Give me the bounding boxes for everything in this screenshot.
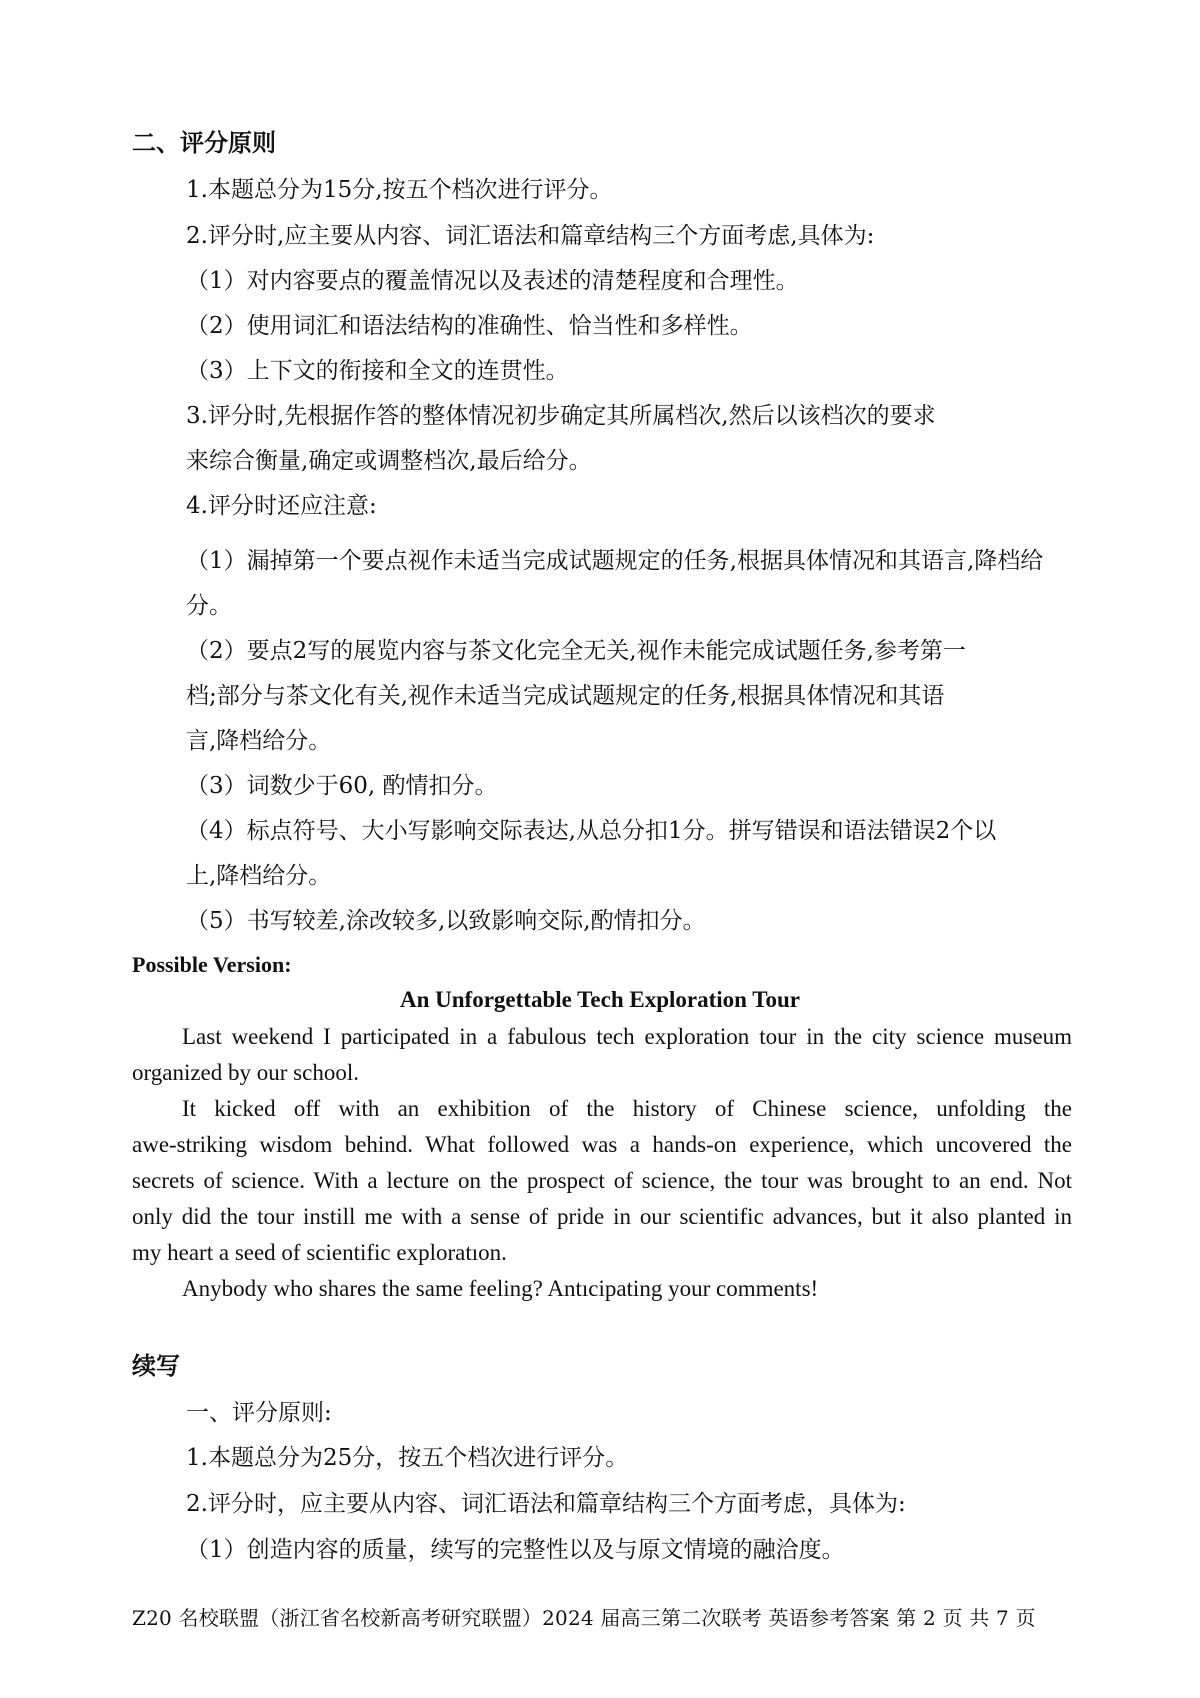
rule-line-10: 分。 [186,593,232,619]
essay-line-7: my heart a seed of scientific exploratıon. [132,1240,507,1265]
possible-version-label: Possible Version: [132,952,292,977]
section-heading-scoring-principles: 二、评分原则 [132,128,276,157]
rule-line-14: （3）词数少于60, 酌情扣分。 [186,773,498,799]
essay-line-8: Anybody who shares the same feeling? Antıcipating your comments! [182,1276,819,1301]
continuation-line-1: 一、评分原则: [186,1400,332,1426]
essay-line-5: secrets of science. With a lecture on the prospect of science, the tour was brought to an end. Not [132,1168,1072,1193]
rule-line-9: （1）漏掉第一个要点视作未适当完成试题规定的任务,根据具体情况和其语言,降档给 [186,548,1044,574]
rule-line-4: （2）使用词汇和语法结构的准确性、恰当性和多样性。 [186,313,753,339]
page-footer: Z20 名校联盟（浙江省名校新高考研究联盟）2024 届高三第二次联考 英语参考答案 第 2 页 共 7 页 [132,1606,1036,1630]
essay-line-3: It kicked off with an exhibition of the history of Chinese science, unfolding the [182,1096,1072,1121]
rule-line-11: （2）要点2写的展览内容与茶文化完全无关,视作未能完成试题任务,参考第一 [186,638,966,664]
essay-title: An Unforgettable Tech Exploration Tour [400,987,800,1012]
continuation-line-4: （1）创造内容的质量，续写的完整性以及与原文情境的融洽度。 [186,1537,845,1563]
essay-line-1: Last weekend I participated in a fabulous tech exploration tour in the city science museum [182,1024,1072,1049]
rule-line-15: （4）标点符号、大小写影响交际表达,从总分扣1分。拼写错误和语法错误2个以 [186,818,997,844]
rule-line-12: 档;部分与茶文化有关,视作未适当完成试题规定的任务,根据具体情况和其语 [186,683,945,709]
rule-line-2: 2.评分时,应主要从内容、词汇语法和篇章结构三个方面考虑,具体为: [186,223,875,249]
rule-line-3: （1）对内容要点的覆盖情况以及表述的清楚程度和合理性。 [186,268,799,294]
essay-line-2: organized by our school. [132,1060,359,1085]
section-heading-continuation: 续写 [132,1351,180,1380]
rule-line-8: 4.评分时还应注意: [186,493,377,519]
continuation-line-2: 1.本题总分为25分，按五个档次进行评分。 [186,1445,629,1471]
rule-line-1: 1.本题总分为15分,按五个档次进行评分。 [186,177,613,203]
essay-line-6: only did the tour instill me with a sense of pride in our scientific advances, but it also planted in [132,1204,1072,1229]
rule-line-6: 3.评分时,先根据作答的整体情况初步确定其所属档次,然后以该档次的要求 [186,403,936,429]
continuation-line-3: 2.评分时，应主要从内容、词汇语法和篇章结构三个方面考虑，具体为: [186,1491,906,1517]
rule-line-5: （3）上下文的衔接和全文的连贯性。 [186,358,569,384]
rule-line-13: 言,降档给分。 [186,728,332,754]
rule-line-7: 来综合衡量,确定或调整档次,最后给分。 [186,448,592,474]
rule-line-17: （5）书写较差,涂改较多,以致影响交际,酌情扣分。 [186,908,706,934]
essay-line-4: awe-striking wisdom behind. What followed was a hands-on experience, which uncovered the [132,1132,1072,1157]
rule-line-16: 上,降档给分。 [186,863,332,889]
